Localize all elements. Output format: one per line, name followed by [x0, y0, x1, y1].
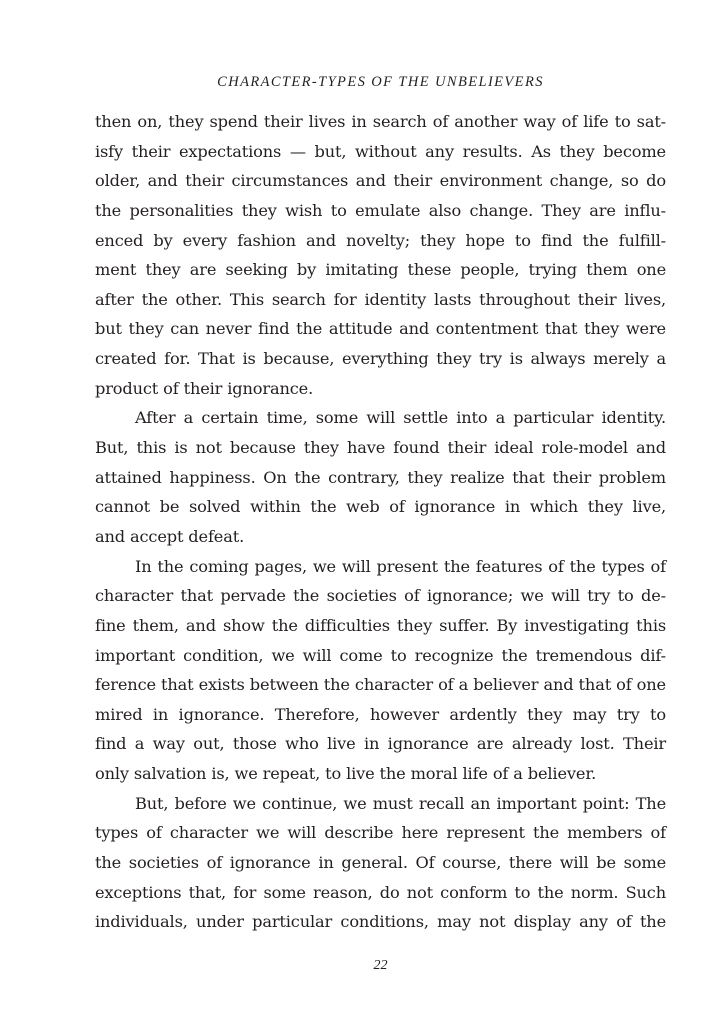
- text-line: product of their ignorance.: [95, 378, 314, 398]
- text-line: attained happiness. On the contrary, they realize that their problem: [95, 467, 666, 487]
- paragraph-4: [95, 789, 666, 937]
- text-line: isfy their expectations — but, without any results. As they become: [95, 141, 666, 161]
- paragraph-2: [95, 403, 666, 551]
- text-line: character that pervade the societies of ignorance; we will try to de-: [95, 586, 666, 606]
- text-line: the personalities they wish to emulate also change. They are influ-: [95, 200, 666, 220]
- text-line: but they can never find the attitude and contentment that they were: [95, 319, 666, 339]
- paragraph-1: [95, 107, 666, 403]
- text-line: ment they are seeking by imitating these people, trying them one: [95, 260, 666, 280]
- text-line: individuals, under particular conditions, may not display any of the: [95, 912, 666, 932]
- text-line: In the coming pages, we will present the features of the types of: [135, 556, 666, 576]
- text-line: important condition, we will come to recognize the tremendous dif-: [95, 645, 666, 665]
- text-line: find a way out, those who live in ignorance are already lost. Their: [95, 734, 666, 754]
- text-line: and accept defeat.: [95, 526, 245, 546]
- text-line: mired in ignorance. Therefore, however ardently they may try to: [95, 704, 666, 724]
- text-line: older, and their circumstances and their environment change, so do: [95, 171, 666, 191]
- text-line: But, before we continue, we must recall an important point: The: [135, 793, 666, 813]
- page-number: 22: [373, 958, 388, 973]
- text-line: fine them, and show the difficulties they suffer. By investigating this: [95, 615, 666, 635]
- running-head: CHARACTER-TYPES OF THE UNBELIEVERS: [217, 74, 544, 90]
- text-line: types of character we will describe here represent the members of: [95, 823, 666, 843]
- text-line: only salvation is, we repeat, to live the moral life of a believer.: [95, 764, 597, 784]
- text-line: cannot be solved within the web of ignorance in which they live,: [95, 497, 666, 517]
- paragraph-3: [95, 552, 666, 789]
- text-line: After a certain time, some will settle into a particular identity.: [135, 408, 666, 428]
- text-line: ference that exists between the character of a believer and that of one: [95, 675, 666, 695]
- text-line: after the other. This search for identity lasts throughout their lives,: [95, 289, 666, 309]
- body-text: [95, 107, 666, 937]
- text-line: the societies of ignorance in general. Of course, there will be some: [95, 853, 666, 873]
- text-line: enced by every fashion and novelty; they hope to find the fulfill-: [95, 230, 666, 250]
- text-line: exceptions that, for some reason, do not conform to the norm. Such: [95, 882, 666, 902]
- text-line: But, this is not because they have found their ideal role-model and: [95, 438, 666, 458]
- text-line: created for. That is because, everything they try is always merely a: [95, 349, 666, 369]
- text-line: then on, they spend their lives in search of another way of life to sat-: [95, 112, 666, 131]
